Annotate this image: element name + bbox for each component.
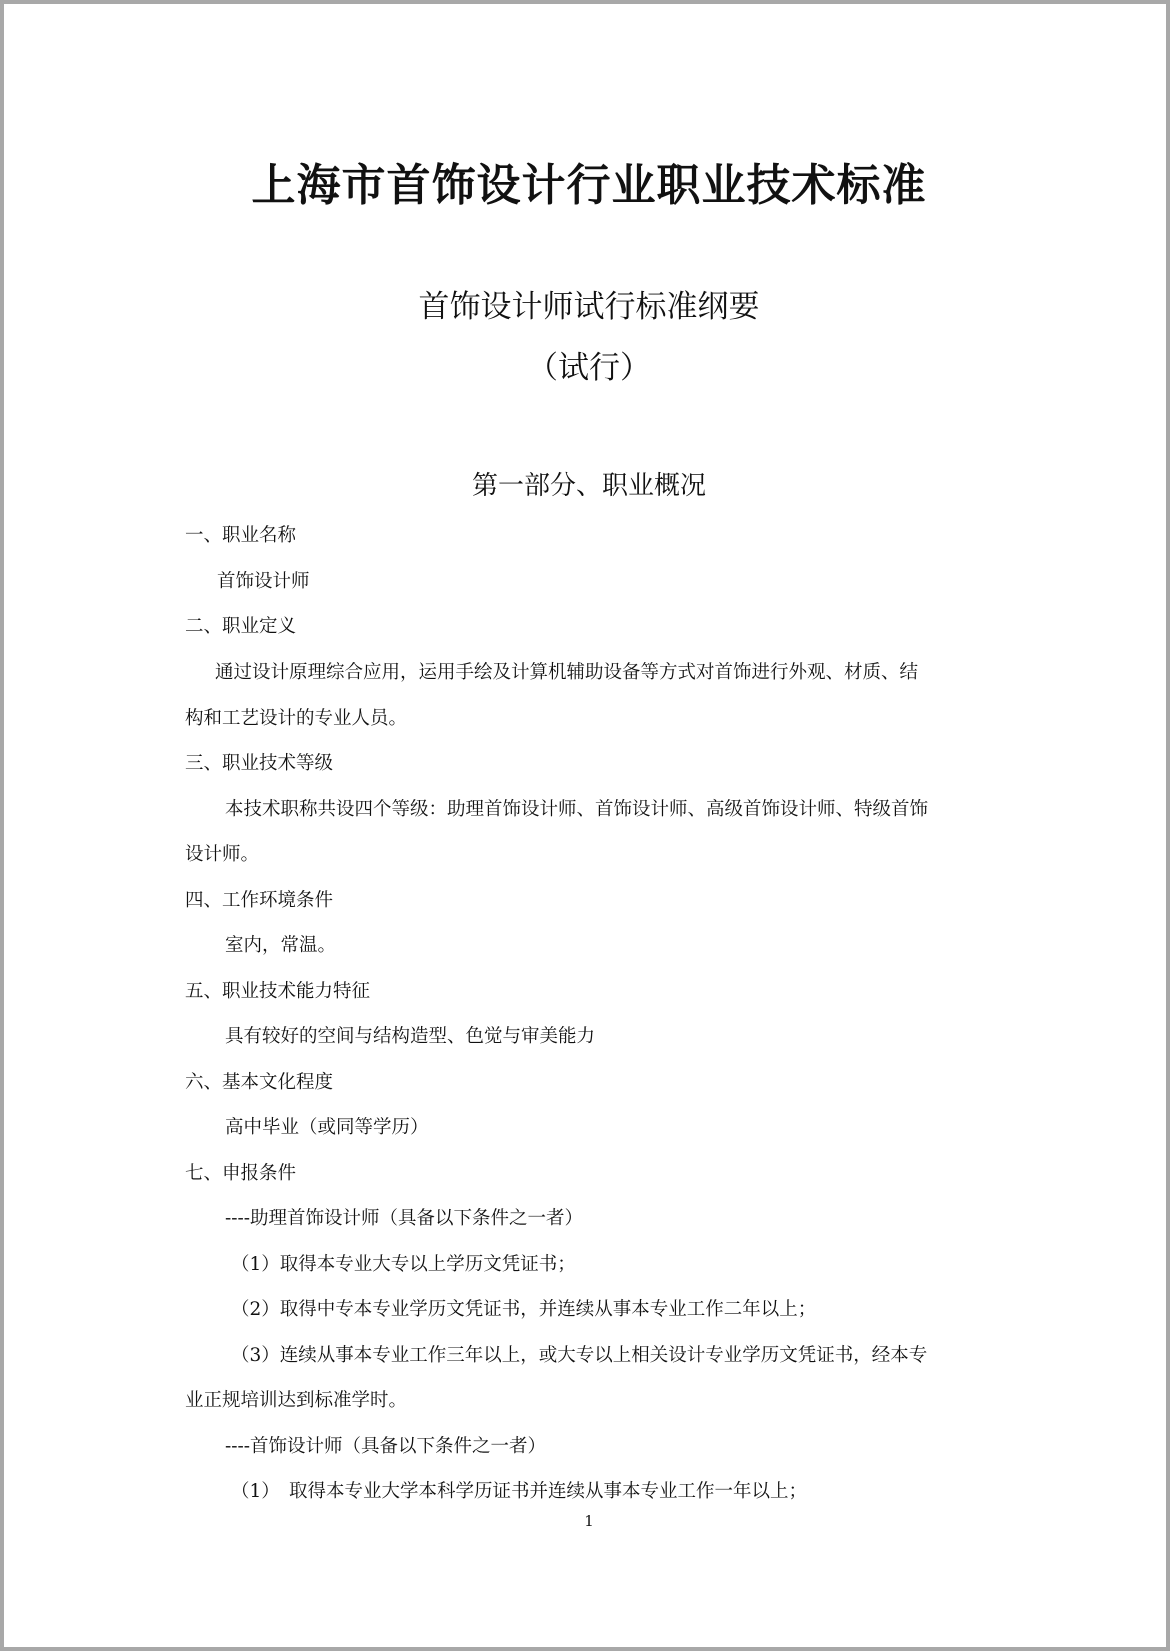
section-text: ----首饰设计师（具备以下条件之一者） bbox=[225, 1436, 547, 1457]
section-heading-work-environment: 四、工作环境条件 bbox=[185, 890, 334, 911]
section-text: 构和工艺设计的专业人员。 bbox=[185, 708, 408, 729]
section-text: （1）取得本专业大专以上学历文凭证书； bbox=[231, 1254, 576, 1275]
section-text: （2）取得中专本专业学历文凭证书，并连续从事本专业工作二年以上； bbox=[231, 1299, 817, 1320]
part-heading: 第一部分、职业概况 bbox=[471, 471, 706, 501]
page-number: 1 bbox=[584, 1512, 594, 1530]
document-subtitle: 首饰设计师试行标准纲要 bbox=[418, 289, 760, 325]
section-text: （1） 取得本专业大学本科学历证书并连续从事本专业工作一年以上； bbox=[231, 1481, 808, 1502]
section-text: 业正规培训达到标准学时。 bbox=[185, 1390, 408, 1411]
document-subtitle-note: （试行） bbox=[527, 350, 651, 386]
section-heading-application-requirements: 七、申报条件 bbox=[185, 1163, 297, 1184]
section-heading-occupation-definition: 二、职业定义 bbox=[185, 616, 297, 637]
section-text: 高中毕业（或同等学历） bbox=[225, 1117, 429, 1138]
section-text: 具有较好的空间与结构造型、色觉与审美能力 bbox=[225, 1026, 596, 1047]
section-text: 室内，常温。 bbox=[225, 935, 337, 956]
section-text: 设计师。 bbox=[185, 844, 260, 865]
section-text: ----助理首饰设计师（具备以下条件之一者） bbox=[225, 1208, 584, 1229]
section-text: （3）连续从事本专业工作三年以上，或大专以上相关设计专业学历文凭证书，经本专 bbox=[231, 1345, 928, 1366]
section-text: 本技术职称共设四个等级：助理首饰设计师、首饰设计师、高级首饰设计师、特级首饰 bbox=[225, 799, 929, 820]
section-heading-ability-characteristics: 五、职业技术能力特征 bbox=[185, 981, 371, 1002]
section-heading-technical-levels: 三、职业技术等级 bbox=[185, 753, 334, 774]
section-heading-education-level: 六、基本文化程度 bbox=[185, 1072, 334, 1093]
section-heading-occupation-name: 一、职业名称 bbox=[185, 525, 297, 546]
section-text: 通过设计原理综合应用，运用手绘及计算机辅助设备等方式对首饰进行外观、材质、结 bbox=[215, 662, 919, 683]
document-title: 上海市首饰设计行业职业技术标准 bbox=[251, 160, 927, 211]
section-text: 首饰设计师 bbox=[217, 571, 310, 592]
